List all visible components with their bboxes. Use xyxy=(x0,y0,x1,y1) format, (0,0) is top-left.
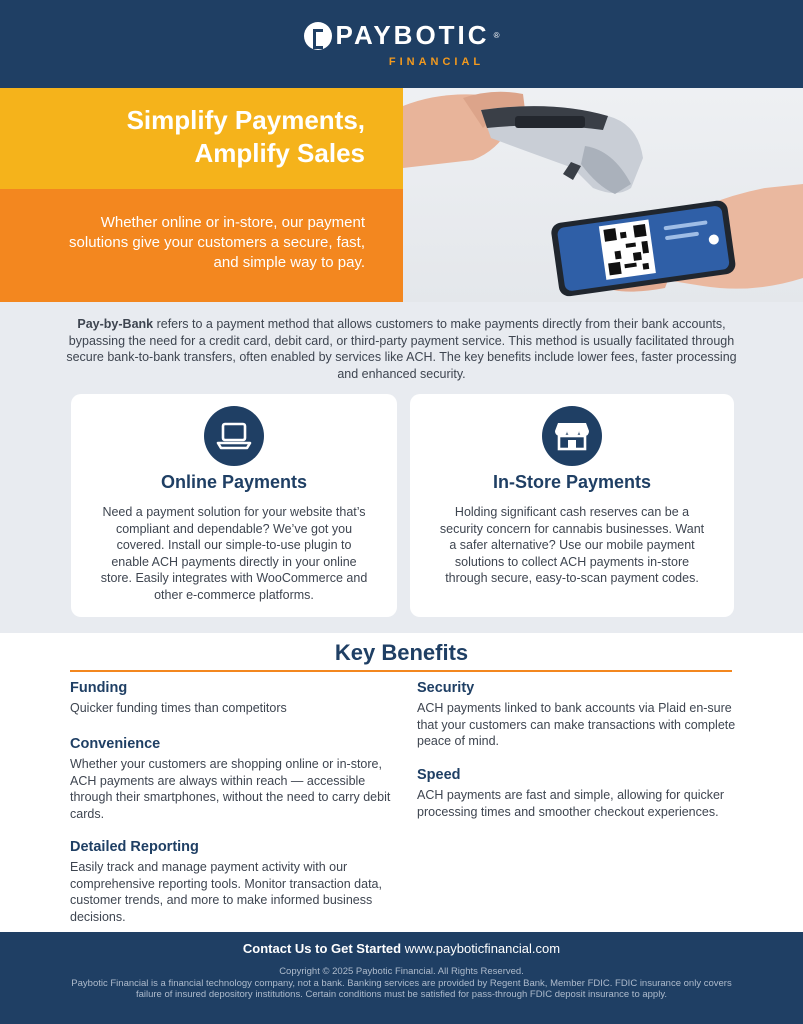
hero-subtitle: Whether online or in-store, our payment solutions give your customers a secure, fast, and simple way to pay. xyxy=(69,214,365,271)
hero-title xyxy=(127,104,365,170)
hero-photo xyxy=(403,88,803,302)
online-payments-card xyxy=(71,394,397,617)
online-payments-text: Need a payment solution for your website that’s compliant and dependable? We’ve got you covered. Install our simple-to-use plugin to enable ACH payments directly in your online store. Easily integrates with WooCommerce and other e-commerce platforms. xyxy=(100,505,368,602)
benefit-text: Easily track and manage payment activity with our comprehensive reporting tools. Monitor transaction data, customer trends, and more to make informed business decisions. xyxy=(70,860,382,924)
hero-subtitle-panel xyxy=(0,189,403,302)
footer xyxy=(0,932,803,1024)
header xyxy=(0,0,803,88)
in-store-payments-card xyxy=(410,394,734,617)
logo-wordmark: PAYBOTIC xyxy=(335,20,490,50)
legal-text xyxy=(60,966,743,1001)
hero-title-panel xyxy=(0,88,403,189)
storefront-icon xyxy=(542,406,602,466)
key-benefits-divider xyxy=(70,670,732,672)
hero-title-line-1: Simplify Payments, xyxy=(126,105,365,135)
online-payments-title: Online Payments xyxy=(160,472,308,492)
website-link[interactable]: www.payboticfinancial.com xyxy=(404,941,561,956)
payment-terminal-photo-icon xyxy=(403,88,803,302)
benefit-security xyxy=(417,680,737,750)
intro-section xyxy=(0,302,803,633)
contact-label: Contact Us to Get Started xyxy=(242,941,402,956)
benefit-title: Speed xyxy=(417,767,461,783)
benefit-convenience xyxy=(70,736,405,822)
in-store-payments-text: Holding significant cash reserves can be a security concern for cannabis businesses. Want a safer alternative? Use our mobile payment solutions to collect ACH payments in-store through secure, easy-to-scan payment codes. xyxy=(439,505,705,585)
benefit-title: Security xyxy=(417,680,475,696)
hero-title-line-2: Amplify Sales xyxy=(194,138,365,168)
copyright: Copyright © 2025 Paybotic Financial. All Rights Reserved. xyxy=(279,966,524,977)
paybotic-logo[interactable] xyxy=(0,20,803,68)
benefit-text: Whether your customers are shopping online or in-store, ACH payments are always within reach — accessible through their smartphones, without the need to carry debit cards. xyxy=(70,757,391,821)
contact-line xyxy=(0,941,803,956)
logo-mark-icon xyxy=(304,22,332,50)
intro-term: Pay-by-Bank xyxy=(77,317,154,331)
laptop-icon xyxy=(204,406,264,466)
benefit-text: Quicker funding times than competitors xyxy=(70,701,287,715)
registered-mark: ® xyxy=(493,31,500,40)
disclaimer: Paybotic Financial is a financial technology company, not a bank. Banking services are provided by Regent Bank, Member FDIC. FDIC insurance only covers failure of insured depository institutions. Certain conditions must be satisfied for pass-through FDIC deposit insurance to apply. xyxy=(71,977,732,1000)
intro-text: refers to a payment method that allows customers to make payments directly from their bank accounts, bypassing the need for a credit card, debit card, or third-party payment service. This method is usually facilitated through secure bank-to-bank transfers, often enabled by services like ACH. The key benefits include lower fees, faster processing and enhanced security. xyxy=(66,317,737,381)
benefit-title: Detailed Reporting xyxy=(70,839,199,855)
logo-subtitle: FINANCIAL xyxy=(388,55,485,68)
benefit-text: ACH payments are fast and simple, allowing for quicker processing times and smoother checkout experiences. xyxy=(417,788,725,819)
benefit-speed xyxy=(417,767,742,820)
benefit-detailed-reporting xyxy=(70,839,405,925)
benefit-funding xyxy=(70,680,400,717)
key-benefits-title: Key Benefits xyxy=(334,640,469,665)
benefit-text: ACH payments linked to bank accounts via Plaid en-sure that your customers can make transactions with complete peace of mind. xyxy=(417,701,736,748)
benefit-title: Funding xyxy=(70,680,128,696)
intro-paragraph xyxy=(60,316,743,382)
in-store-payments-title: In-Store Payments xyxy=(492,472,652,492)
benefit-title: Convenience xyxy=(70,736,161,752)
